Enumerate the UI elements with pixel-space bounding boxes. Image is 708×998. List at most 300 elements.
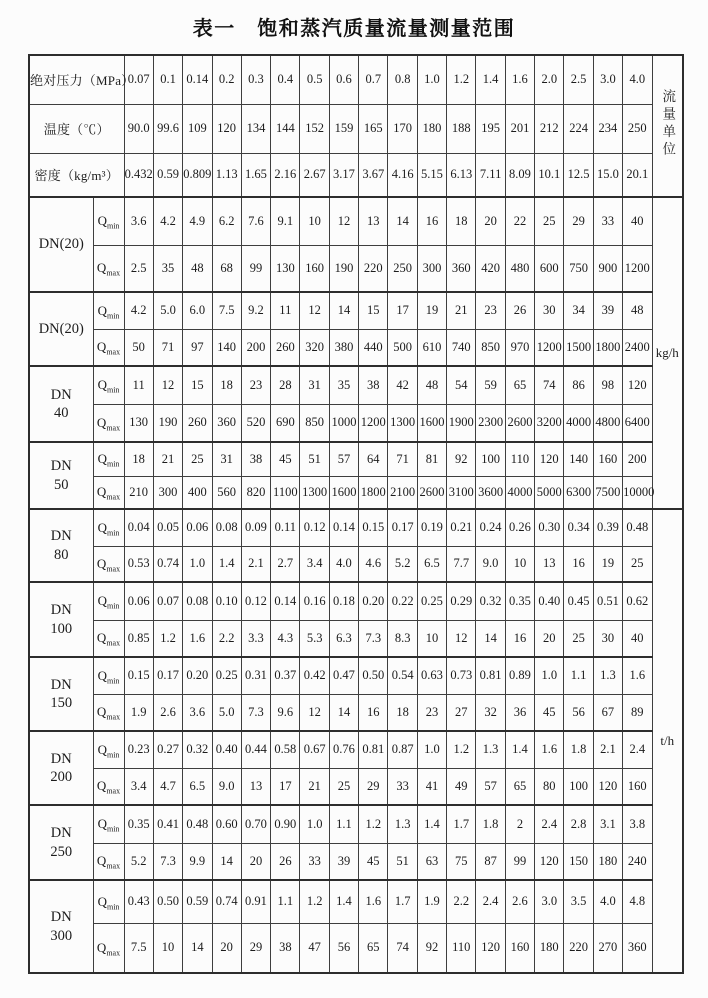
density-value: 6.13: [447, 153, 476, 197]
qmin-value: 0.40: [212, 731, 241, 768]
pressure-value: 0.8: [388, 55, 417, 104]
qmin-value: 1.6: [535, 731, 564, 768]
qmax-value: 18: [388, 694, 417, 731]
qmax-value: 850: [300, 404, 329, 442]
qmin-value: 4.9: [183, 197, 212, 245]
qmin-value: 54: [447, 366, 476, 404]
qmin-value: 57: [329, 442, 358, 476]
qmin-value: 6.2: [212, 197, 241, 245]
dn-label-line2: 50: [54, 476, 69, 493]
qmin-value: 1.3: [476, 731, 505, 768]
qmin-value: 0.70: [241, 805, 270, 843]
q-symbol: Q: [97, 816, 107, 832]
qmax-value: 4000: [564, 404, 593, 442]
pressure-value: 0.7: [359, 55, 388, 104]
density-value: 12.5: [564, 153, 593, 197]
pressure-value: 1.4: [476, 55, 505, 104]
qmin-value: 59: [476, 366, 505, 404]
qmax-value: 690: [271, 404, 300, 442]
q-min-subscript: min: [106, 750, 120, 760]
temperature-value: 188: [447, 104, 476, 153]
qmin-value: 200: [623, 442, 652, 476]
qmin-value: 0.22: [388, 582, 417, 620]
qmin-value: 0.11: [271, 509, 300, 546]
density-value: 2.16: [271, 153, 300, 197]
q-min-subscript: min: [106, 824, 120, 834]
dn-label-line1: DN(20): [38, 236, 84, 253]
qmin-value: 16: [417, 197, 446, 245]
qmax-value: 160: [623, 768, 652, 805]
qmin-value: 2.4: [623, 731, 652, 768]
qmin-value: 18: [124, 442, 153, 476]
qmax-value: 260: [183, 404, 212, 442]
qmin-value: 1.2: [447, 731, 476, 768]
qmax-value: 63: [417, 843, 446, 880]
qmax-value: 3.6: [183, 694, 212, 731]
qmax-value: 56: [329, 923, 358, 973]
qmin-value: 23: [476, 292, 505, 329]
qmax-value: 49: [447, 768, 476, 805]
qmax-value: 2.6: [153, 694, 182, 731]
qmax-value: 27: [447, 694, 476, 731]
qmin-value: 0.08: [212, 509, 241, 546]
qmin-value: 0.34: [564, 509, 593, 546]
qmin-value: 26: [505, 292, 534, 329]
qmin-value: 51: [300, 442, 329, 476]
qmax-value: 29: [359, 768, 388, 805]
qmax-value: 9.6: [271, 694, 300, 731]
qmin-value: 0.67: [300, 731, 329, 768]
qmax-value: 32: [476, 694, 505, 731]
qmin-value: 1.7: [388, 880, 417, 923]
qmax-value: 40: [623, 620, 652, 657]
qmin-label: [93, 442, 124, 476]
qmax-value: 320: [300, 329, 329, 366]
qmin-value: 110: [505, 442, 534, 476]
qmax-value: 1500: [564, 329, 593, 366]
qmin-value: 3.6: [124, 197, 153, 245]
qmax-value: 21: [300, 768, 329, 805]
qmin-label: [93, 657, 124, 694]
qmin-value: 7.5: [212, 292, 241, 329]
q-symbol: Q: [96, 853, 107, 869]
qmin-value: 0.42: [300, 657, 329, 694]
dn-label: [29, 805, 93, 880]
dn-label: [29, 582, 93, 657]
qmin-value: 0.10: [212, 582, 241, 620]
density-value: 10.1: [535, 153, 564, 197]
qmin-value: 48: [623, 292, 652, 329]
q-symbol: Q: [96, 778, 107, 794]
qmax-value: 250: [388, 245, 417, 292]
qmax-value: 38: [271, 923, 300, 973]
qmin-value: 0.91: [241, 880, 270, 923]
qmin-value: 1.1: [564, 657, 593, 694]
qmin-value: 0.18: [329, 582, 358, 620]
qmin-value: 0.54: [388, 657, 417, 694]
qmax-value: 900: [593, 245, 622, 292]
qmax-value: 220: [564, 923, 593, 973]
qmax-value: 75: [447, 843, 476, 880]
qmin-value: 0.45: [564, 582, 593, 620]
qmin-value: 6.0: [183, 292, 212, 329]
qmax-label: [93, 620, 124, 657]
qmin-value: 0.90: [271, 805, 300, 843]
qmin-value: 3.0: [535, 880, 564, 923]
qmin-value: 15: [183, 366, 212, 404]
qmin-value: 0.37: [271, 657, 300, 694]
q-min-subscript: min: [106, 221, 120, 231]
qmax-value: 3.4: [124, 768, 153, 805]
qmax-value: 1200: [623, 245, 652, 292]
qmin-label: [93, 197, 124, 245]
qmax-value: 30: [593, 620, 622, 657]
density-value: 1.13: [212, 153, 241, 197]
qmax-value: 20: [241, 843, 270, 880]
dn-label-line1: DN(20): [38, 320, 84, 337]
qmax-value: 100: [564, 768, 593, 805]
qmax-value: 13: [241, 768, 270, 805]
qmin-value: 11: [124, 366, 153, 404]
qmax-label: [93, 476, 124, 509]
dn-label: [29, 731, 93, 805]
pressure-value: 0.1: [153, 55, 182, 104]
qmax-value: 97: [183, 329, 212, 366]
qmin-value: 86: [564, 366, 593, 404]
qmax-label: [93, 329, 124, 366]
qmin-value: 1.4: [417, 805, 446, 843]
q-symbol: Q: [96, 260, 107, 276]
dn-label-line1: DN: [50, 909, 72, 926]
density-value: 1.65: [241, 153, 270, 197]
qmax-value: 3.3: [241, 620, 270, 657]
qmax-value: 1100: [271, 476, 300, 509]
qmin-value: 64: [359, 442, 388, 476]
qmax-value: 17: [271, 768, 300, 805]
qmax-value: 16: [564, 546, 593, 582]
qmin-value: 42: [388, 366, 417, 404]
qmin-value: 18: [212, 366, 241, 404]
qmin-value: 160: [593, 442, 622, 476]
density-value: 20.1: [623, 153, 652, 197]
qmax-value: 480: [505, 245, 534, 292]
pressure-value: 0.14: [183, 55, 212, 104]
qmax-value: 7.7: [447, 546, 476, 582]
qmax-value: 120: [535, 843, 564, 880]
flow-unit-column-title-text: 流量单位: [660, 88, 676, 159]
qmax-value: 35: [153, 245, 182, 292]
temperature-value: 170: [388, 104, 417, 153]
temperature-value: 250: [623, 104, 652, 153]
qmin-value: 15: [359, 292, 388, 329]
dn-label: [29, 197, 93, 292]
q-symbol: Q: [96, 939, 107, 955]
q-min-subscript: min: [106, 311, 120, 321]
qmax-value: 2600: [505, 404, 534, 442]
qmax-value: 65: [359, 923, 388, 973]
density-value: 3.17: [329, 153, 358, 197]
density-value: 15.0: [593, 153, 622, 197]
qmin-value: 140: [564, 442, 593, 476]
q-symbol: Q: [97, 377, 107, 393]
qmin-value: 0.58: [271, 731, 300, 768]
qmin-value: 23: [241, 366, 270, 404]
qmax-value: 7.3: [153, 843, 182, 880]
qmin-value: 0.25: [212, 657, 241, 694]
qmax-value: 10: [505, 546, 534, 582]
qmax-value: 190: [329, 245, 358, 292]
qmax-value: 240: [623, 843, 652, 880]
qmin-value: 0.31: [241, 657, 270, 694]
dn-label: [29, 509, 93, 582]
qmax-value: 130: [271, 245, 300, 292]
qmax-value: 48: [183, 245, 212, 292]
qmax-value: 20: [535, 620, 564, 657]
qmin-value: 0.63: [417, 657, 446, 694]
qmin-value: 3.8: [623, 805, 652, 843]
q-max-subscript: max: [106, 948, 121, 958]
density-row-label: 密度（kg/m³）: [29, 153, 124, 197]
q-max-subscript: max: [106, 712, 121, 722]
temperature-value: 180: [417, 104, 446, 153]
qmax-value: 4.0: [329, 546, 358, 582]
qmax-value: 9.0: [212, 768, 241, 805]
qmin-value: 0.48: [623, 509, 652, 546]
qmin-value: 0.30: [535, 509, 564, 546]
qmax-value: 5.2: [124, 843, 153, 880]
temperature-value: 134: [241, 104, 270, 153]
temperature-value: 152: [300, 104, 329, 153]
qmin-label: [93, 805, 124, 843]
q-min-subscript: min: [106, 528, 120, 538]
qmin-value: 2.4: [476, 880, 505, 923]
qmin-value: 0.60: [212, 805, 241, 843]
qmax-value: 2.1: [241, 546, 270, 582]
qmax-value: 7.3: [359, 620, 388, 657]
qmin-value: 1.4: [505, 731, 534, 768]
qmin-value: 25: [183, 442, 212, 476]
dn-label-line2: 200: [50, 769, 73, 785]
qmin-value: 65: [505, 366, 534, 404]
qmin-value: 12: [153, 366, 182, 404]
qmax-value: 25: [564, 620, 593, 657]
qmin-value: 2.2: [447, 880, 476, 923]
qmin-value: 1.9: [417, 880, 446, 923]
qmin-value: 4.2: [153, 197, 182, 245]
qmax-value: 2600: [417, 476, 446, 509]
qmin-value: 38: [359, 366, 388, 404]
qmax-value: 360: [623, 923, 652, 973]
qmax-label: [93, 404, 124, 442]
qmin-value: 34: [564, 292, 593, 329]
qmin-value: 0.50: [359, 657, 388, 694]
qmin-value: 0.17: [153, 657, 182, 694]
qmax-value: 1800: [359, 476, 388, 509]
temperature-value: 120: [212, 104, 241, 153]
qmin-value: 0.35: [505, 582, 534, 620]
pressure-value: 4.0: [623, 55, 652, 104]
qmin-value: 0.51: [593, 582, 622, 620]
qmax-value: 120: [593, 768, 622, 805]
qmax-value: 2.2: [212, 620, 241, 657]
qmin-value: 0.50: [153, 880, 182, 923]
qmin-value: 3.1: [593, 805, 622, 843]
qmin-value: 0.59: [183, 880, 212, 923]
qmin-value: 0.87: [388, 731, 417, 768]
qmax-value: 99: [241, 245, 270, 292]
q-symbol: Q: [97, 667, 107, 683]
qmax-value: 33: [300, 843, 329, 880]
dn-label-line1: DN: [50, 458, 72, 475]
q-symbol: Q: [97, 213, 107, 229]
qmax-value: 210: [124, 476, 153, 509]
qmin-value: 25: [535, 197, 564, 245]
qmax-value: 300: [417, 245, 446, 292]
qmax-value: 26: [271, 843, 300, 880]
density-value: 0.809: [183, 153, 212, 197]
qmax-value: 220: [359, 245, 388, 292]
qmax-value: 140: [212, 329, 241, 366]
qmin-value: 1.8: [476, 805, 505, 843]
qmin-value: 9.2: [241, 292, 270, 329]
qmin-value: 0.27: [153, 731, 182, 768]
qmax-value: 25: [623, 546, 652, 582]
temperature-value: 159: [329, 104, 358, 153]
qmin-value: 98: [593, 366, 622, 404]
qmax-value: 16: [359, 694, 388, 731]
qmin-value: 0.21: [447, 509, 476, 546]
pressure-value: 2.0: [535, 55, 564, 104]
qmax-label: [93, 546, 124, 582]
q-min-subscript: min: [106, 601, 120, 611]
qmin-value: 45: [271, 442, 300, 476]
qmax-value: 3600: [476, 476, 505, 509]
qmin-label: [93, 880, 124, 923]
pressure-value: 1.0: [417, 55, 446, 104]
qmin-value: 2.8: [564, 805, 593, 843]
qmax-value: 41: [417, 768, 446, 805]
qmin-value: 0.47: [329, 657, 358, 694]
qmin-value: 74: [535, 366, 564, 404]
qmin-value: 12: [329, 197, 358, 245]
qmax-value: 4800: [593, 404, 622, 442]
qmax-value: 750: [564, 245, 593, 292]
qmax-value: 1.9: [124, 694, 153, 731]
qmin-value: 0.16: [300, 582, 329, 620]
qmin-value: 0.76: [329, 731, 358, 768]
dn-label: [29, 292, 93, 366]
q-max-subscript: max: [106, 423, 121, 433]
qmin-label: [93, 731, 124, 768]
qmax-value: 6400: [623, 404, 652, 442]
qmax-value: 45: [535, 694, 564, 731]
qmax-value: 10: [153, 923, 182, 973]
qmax-value: 5.0: [212, 694, 241, 731]
qmax-value: 1200: [359, 404, 388, 442]
dn-label-line2: 250: [50, 843, 73, 860]
q-min-subscript: min: [106, 676, 120, 686]
qmax-value: 500: [388, 329, 417, 366]
qmax-value: 190: [153, 404, 182, 442]
qmin-value: 5.0: [153, 292, 182, 329]
qmin-value: 0.14: [329, 509, 358, 546]
qmin-value: 1.3: [388, 805, 417, 843]
temperature-value: 90.0: [124, 104, 153, 153]
qmax-value: 150: [564, 843, 593, 880]
qmin-value: 2.1: [593, 731, 622, 768]
density-value: 2.67: [300, 153, 329, 197]
pressure-value: 1.2: [447, 55, 476, 104]
qmin-value: 0.06: [183, 509, 212, 546]
qmax-value: 87: [476, 843, 505, 880]
qmin-value: 40: [623, 197, 652, 245]
qmin-value: 11: [271, 292, 300, 329]
qmax-value: 1.0: [183, 546, 212, 582]
qmin-value: 71: [388, 442, 417, 476]
q-max-subscript: max: [106, 638, 121, 648]
qmin-value: 0.32: [476, 582, 505, 620]
qmax-value: 1.6: [183, 620, 212, 657]
qmin-value: 22: [505, 197, 534, 245]
qmin-value: 48: [417, 366, 446, 404]
qmin-value: 38: [241, 442, 270, 476]
qmax-value: 180: [593, 843, 622, 880]
qmin-value: 28: [271, 366, 300, 404]
qmin-value: 14: [329, 292, 358, 329]
qmax-value: 360: [212, 404, 241, 442]
density-value: 5.15: [417, 153, 446, 197]
qmax-value: 56: [564, 694, 593, 731]
qmax-value: 610: [417, 329, 446, 366]
dn-label-line1: DN: [50, 825, 72, 842]
steam-flow-table: [28, 54, 684, 974]
qmin-value: 0.17: [388, 509, 417, 546]
qmin-value: 4.2: [124, 292, 153, 329]
qmin-value: 31: [212, 442, 241, 476]
qmin-value: 0.35: [124, 805, 153, 843]
qmax-value: 6.5: [183, 768, 212, 805]
qmax-value: 47: [300, 923, 329, 973]
qmax-value: 71: [153, 329, 182, 366]
qmin-value: 2.6: [505, 880, 534, 923]
dn-label-line1: DN: [50, 676, 72, 693]
qmin-value: 0.73: [447, 657, 476, 694]
qmax-value: 0.74: [153, 546, 182, 582]
pressure-value: 2.5: [564, 55, 593, 104]
qmin-value: 0.48: [183, 805, 212, 843]
qmax-value: 6300: [564, 476, 593, 509]
qmin-value: 1.0: [535, 657, 564, 694]
qmax-value: 8.3: [388, 620, 417, 657]
temperature-value: 99.6: [153, 104, 182, 153]
qmin-value: 1.8: [564, 731, 593, 768]
qmin-value: 0.81: [359, 731, 388, 768]
qmin-value: 0.40: [535, 582, 564, 620]
qmax-value: 99: [505, 843, 534, 880]
qmin-value: 120: [623, 366, 652, 404]
qmax-value: 820: [241, 476, 270, 509]
qmax-value: 4000: [505, 476, 534, 509]
qmin-value: 0.32: [183, 731, 212, 768]
q-symbol: Q: [96, 555, 107, 571]
qmin-value: 0.14: [271, 582, 300, 620]
q-symbol: Q: [96, 339, 107, 355]
qmax-value: 520: [241, 404, 270, 442]
q-symbol: Q: [97, 451, 107, 467]
q-max-subscript: max: [106, 861, 121, 871]
qmax-value: 10: [417, 620, 446, 657]
dn-label-line2: 40: [54, 405, 69, 421]
